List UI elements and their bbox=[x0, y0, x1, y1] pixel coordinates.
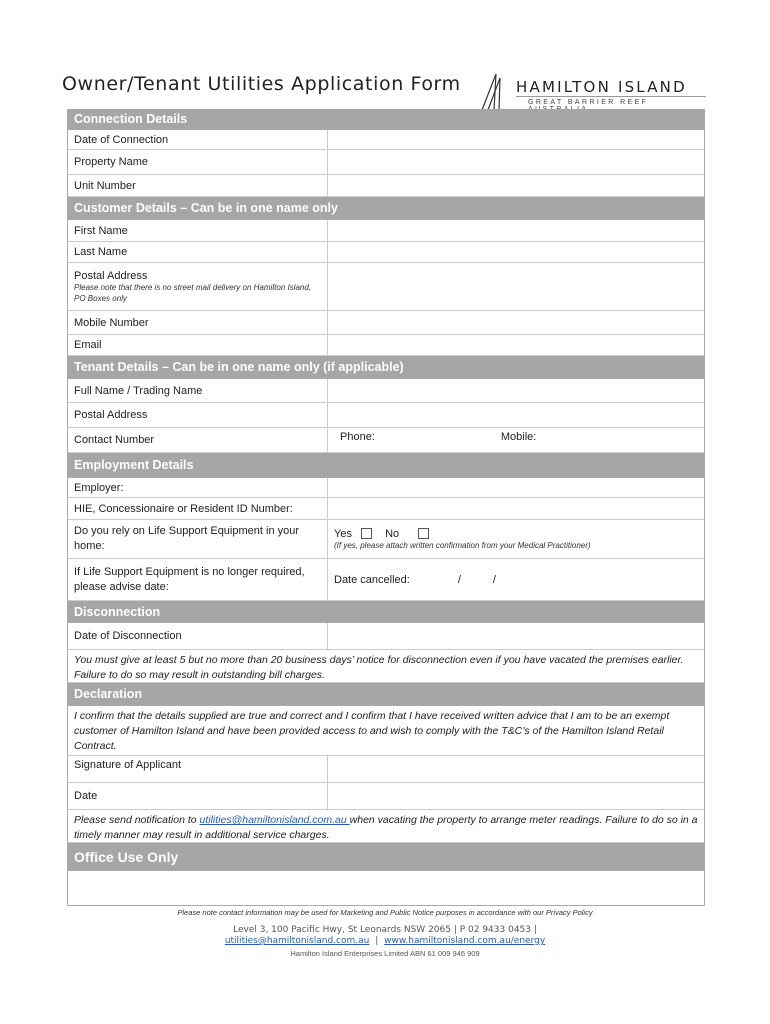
field-label: First Name bbox=[68, 220, 328, 241]
mobile-row bbox=[68, 311, 704, 335]
first-name-row bbox=[68, 220, 704, 242]
declaration-header: Declaration bbox=[68, 683, 704, 706]
footer-email-link[interactable]: utilities@hamiltonisland.com.au bbox=[224, 936, 370, 946]
signature-row bbox=[68, 756, 704, 783]
tenant-name-row bbox=[68, 379, 704, 403]
employer-row bbox=[68, 478, 704, 498]
field-label: Signature of Applicant bbox=[68, 756, 328, 782]
field-label: Date of Disconnection bbox=[68, 623, 328, 649]
signature-field[interactable] bbox=[328, 756, 704, 782]
connection-header: Connection Details bbox=[68, 109, 704, 130]
field-label: Mobile Number bbox=[68, 311, 328, 334]
footer-separator: | bbox=[375, 936, 379, 946]
privacy-note: Please note contact information may be used for Marketing and Public Notice purposes in accordance with our Privacy Policy bbox=[177, 908, 593, 917]
field-label: Unit Number bbox=[68, 175, 328, 196]
field-label: Email bbox=[68, 335, 328, 355]
employer-field[interactable] bbox=[328, 478, 704, 497]
email-field[interactable] bbox=[328, 335, 704, 355]
field-label: Postal Address bbox=[74, 269, 148, 282]
disconnection-notice: You must give at least 5 but no more than 20 business days’ notice for disconnection even if you have vacated the premises earlier. Failure to do so may result in outstanding bill charges. bbox=[68, 650, 704, 683]
logo-tagline: GREAT BARRIER REEF bbox=[528, 99, 649, 106]
phone-label: Phone: bbox=[340, 431, 375, 443]
field-label: Last Name bbox=[68, 242, 328, 262]
application-form bbox=[67, 109, 705, 906]
date-cancelled-field[interactable] bbox=[328, 559, 704, 600]
hie-row bbox=[68, 498, 704, 520]
tenant-header: Tenant Details – Can be in one name only (if applicable) bbox=[68, 356, 704, 379]
last-name-row bbox=[68, 242, 704, 263]
field-label: Property Name bbox=[68, 150, 328, 174]
mobile-label: Mobile: bbox=[500, 431, 537, 443]
field-label: Date bbox=[68, 783, 328, 809]
office-use-area bbox=[68, 871, 704, 906]
field-label: Postal Address bbox=[68, 403, 328, 427]
life-support-note: (If yes, please attach written confirmation from your Medical Practitioner) bbox=[334, 540, 591, 550]
hie-id-field[interactable] bbox=[328, 498, 704, 519]
field-label: Employer: bbox=[68, 478, 328, 497]
employment-header: Employment Details bbox=[68, 453, 704, 478]
footer-address: Level 3, 100 Pacific Hwy, St Leonards NSW 2065 | P 02 9433 0453 | bbox=[233, 925, 537, 935]
first-name-field[interactable] bbox=[328, 220, 704, 241]
page-title: Owner/Tenant Utilities Application Form bbox=[62, 73, 461, 95]
no-label: No bbox=[385, 527, 400, 540]
yes-label: Yes bbox=[334, 527, 352, 540]
declaration-date-row bbox=[68, 783, 704, 810]
declaration-text: I confirm that the details supplied are true and correct and I confirm that I have received written advice that I am to be an exempt customer of Hamilton Island and have been provided access to and wish to comply with the T&C’s of the Hamilton Island Retail Contract. bbox=[68, 706, 704, 756]
field-label: Date of Connection bbox=[68, 130, 328, 149]
office-use-header: Office Use Only bbox=[68, 843, 704, 871]
no-checkbox[interactable] bbox=[418, 528, 429, 539]
tenant-postal-field[interactable] bbox=[328, 403, 704, 427]
field-label: Full Name / Trading Name bbox=[68, 379, 328, 402]
property-name-row bbox=[68, 150, 704, 175]
email-row bbox=[68, 335, 704, 356]
logo-divider bbox=[516, 96, 706, 97]
tenant-contact-row bbox=[68, 428, 704, 453]
customer-header: Customer Details – Can be in one name only bbox=[68, 197, 704, 220]
sail-logo-icon bbox=[476, 72, 512, 112]
date-cancelled-label: Date cancelled: bbox=[334, 573, 410, 586]
send-text-post: when vacating the property to arrange meter readings. Failure to do so in a timely manner may result in additional service charges. bbox=[74, 814, 698, 841]
field-label: Contact Number bbox=[68, 428, 328, 452]
last-name-field[interactable] bbox=[328, 242, 704, 262]
disconnection-date-row bbox=[68, 623, 704, 650]
unit-number-row bbox=[68, 175, 704, 197]
utilities-email-link[interactable]: utilities@hamiltonisland.com.au bbox=[199, 814, 350, 826]
footer-abn: Hamilton Island Enterprises Limited ABN 61 009 946 909 bbox=[290, 949, 480, 958]
connection-date-row bbox=[68, 130, 704, 150]
postal-note: Please note that there is no street mail delivery on Hamilton Island, PO Boxes only bbox=[74, 282, 312, 303]
declaration-date-field[interactable] bbox=[328, 783, 704, 809]
date-of-disconnection-field[interactable] bbox=[328, 623, 704, 649]
trading-name-field[interactable] bbox=[328, 379, 704, 402]
date-separator: / bbox=[457, 573, 461, 586]
logo-brand: HAMILTON ISLAND bbox=[516, 78, 687, 96]
send-notification-text bbox=[68, 810, 704, 843]
tenant-postal-row bbox=[68, 403, 704, 428]
customer-postal-field[interactable] bbox=[328, 263, 704, 310]
unit-number-field[interactable] bbox=[328, 175, 704, 196]
field-label: If Life Support Equipment is no longer required, please advise date: bbox=[68, 559, 328, 600]
send-text-pre: Please send notification to bbox=[74, 814, 200, 826]
no-longer-required-row bbox=[68, 559, 704, 601]
mobile-number-field[interactable] bbox=[328, 311, 704, 334]
yes-no-group bbox=[334, 528, 439, 540]
footer-web-link[interactable]: www.hamiltonisland.com.au/energy bbox=[384, 936, 546, 946]
hamilton-island-logo bbox=[476, 72, 706, 112]
customer-postal-row bbox=[68, 263, 704, 311]
postal-label-cell bbox=[68, 263, 328, 310]
date-separator: / bbox=[492, 573, 496, 586]
date-of-connection-field[interactable] bbox=[328, 130, 704, 149]
life-support-answer bbox=[328, 520, 704, 558]
tenant-contact-field[interactable] bbox=[328, 428, 704, 452]
yes-checkbox[interactable] bbox=[361, 528, 372, 539]
property-name-field[interactable] bbox=[328, 150, 704, 174]
life-support-row bbox=[68, 520, 704, 559]
disconnection-header: Disconnection bbox=[68, 601, 704, 623]
field-label: HIE, Concessionaire or Resident ID Number: bbox=[68, 498, 328, 519]
field-label: Do you rely on Life Support Equipment in your home: bbox=[68, 520, 328, 558]
footer-links bbox=[0, 936, 770, 946]
